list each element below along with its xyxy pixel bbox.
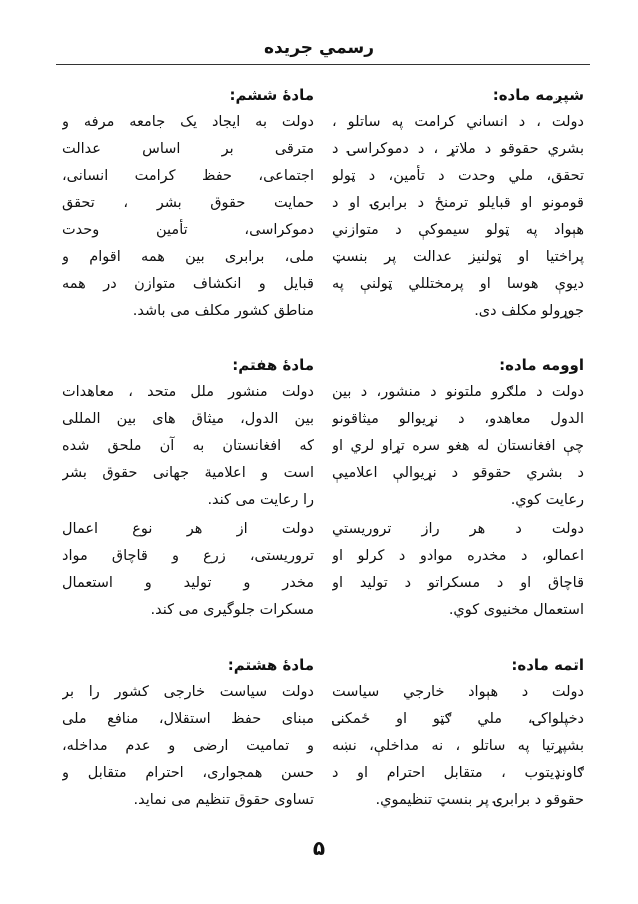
page-header-title: رسمي جريده — [263, 38, 375, 58]
text-line: جوړولو مكلف دى. — [474, 303, 584, 319]
text-line: دخپلواكۍ، ملي ګټو او ځمكنۍ — [332, 711, 584, 727]
page-number: ۵ — [312, 836, 326, 860]
text-line: دولت به ايجاد يک جامعه مرفه و — [62, 114, 314, 130]
text-line: دولت ، د انساني كرامت په ساتلو ، — [332, 114, 584, 130]
text-line: بشپړتيا په ساتلو ، نه مداخلې، نښه — [332, 738, 584, 754]
article-heading: مادۀ ششم: — [229, 86, 314, 104]
text-line: ګاونډيتوب ، متقابل احترام او د — [332, 765, 584, 781]
article-section — [62, 82, 314, 325]
article-heading: مادۀ هفتم: — [232, 356, 314, 374]
text-line: دولت د ملګرو ملتونو د منشور، د بين — [332, 384, 584, 400]
text-line: و تماميت ارضى و عدم مداخله، — [62, 738, 314, 754]
text-line: حمايت حقوق بشر ، تحقق — [62, 195, 314, 211]
text-line: حقوقو د برابرۍ پر بنسټ تنظيموي. — [375, 792, 584, 808]
article-section — [332, 352, 584, 514]
text-line: قبايل و انكشاف متوازن در همه — [62, 276, 314, 292]
text-line: دولت از هر نوع اعمال — [62, 521, 314, 537]
article-heading: اتمه ماده: — [511, 656, 584, 674]
text-line: تحقق، ملي وحدت د تأمين، د ټولو — [332, 168, 584, 184]
text-line: دولت د هر راز تروريستي — [332, 521, 584, 537]
text-line: است و اعلامية جهانى حقوق بشر — [62, 465, 314, 481]
text-line: اجتماعى، حفظ كرامت انسانى، — [62, 168, 314, 184]
text-line: را رعايت مى كند. — [207, 492, 314, 508]
article-section — [62, 352, 314, 514]
text-line: مخدر و توليد و استعمال — [62, 575, 314, 591]
text-line: دولت د هېواد خارجي سياست — [332, 684, 584, 700]
text-line: رعايت كوي. — [510, 492, 584, 508]
article-section — [332, 82, 584, 325]
text-line: چې افغانستان له هغو سره تړاو لري او — [332, 438, 584, 454]
text-line: مترقى بر اساس عدالت — [62, 141, 314, 157]
text-line: دولت سياست خارجى كشور را بر — [62, 684, 314, 700]
text-line: كه افغانستان به آن ملحق شده — [62, 438, 314, 454]
header-divider — [56, 64, 590, 65]
text-line: مناطق كشور مكلف مى باشد. — [132, 303, 314, 319]
article-heading: اوومه ماده: — [499, 356, 584, 374]
article-section — [62, 516, 314, 624]
text-line: ملى، برابرى بين همه اقوام و — [62, 249, 314, 265]
article-heading: شپږمه ماده: — [492, 86, 584, 104]
text-line: بين الدول، ميثاق هاى بين المللى — [62, 411, 314, 427]
text-line: بشري حقوقو د ملاتړ ، د دموكراسۍ د — [332, 141, 584, 157]
article-section — [62, 652, 314, 814]
text-line: قاچاق او د مسكراتو د توليد او — [332, 575, 584, 591]
text-line: دولت منشور ملل متحد ، معاهدات — [62, 384, 314, 400]
text-line: اعمالو، د مخدره موادو د كرلو او — [332, 548, 584, 564]
text-line: الدول معاهدو، د نړيوالو ميثاقونو — [332, 411, 584, 427]
text-line: مبناى حفظ استقلال، منافع ملى — [62, 711, 314, 727]
text-line: دموكراسى، تأمين وحدت — [62, 222, 314, 238]
text-line: هېواد په ټولو سيموكې د متوازني — [332, 222, 584, 238]
text-line: قومونو او قبايلو ترمنځ د برابرۍ او د — [332, 195, 584, 211]
text-line: د بشري حقوقو د نړيوالې اعلاميې — [332, 465, 584, 481]
article-section — [332, 652, 584, 814]
text-line: استعمال مخنيوى كوي. — [448, 602, 584, 618]
text-line: پراختيا او ټولنيز عدالت پر بنسټ — [332, 249, 584, 265]
text-line: مسكرات جلوگيرى مى كند. — [150, 602, 314, 618]
article-heading: مادۀ هشتم: — [227, 656, 314, 674]
text-line: تروريستى، زرع و قاچاق مواد — [62, 548, 314, 564]
article-section — [332, 516, 584, 624]
text-line: ديوې هوسا او پرمختللي ټولنې په — [332, 276, 584, 292]
text-line: حسن همجوارى، احترام متقابل و — [62, 765, 314, 781]
text-line: تساوى حقوق تنظيم مى نمايد. — [133, 792, 314, 808]
